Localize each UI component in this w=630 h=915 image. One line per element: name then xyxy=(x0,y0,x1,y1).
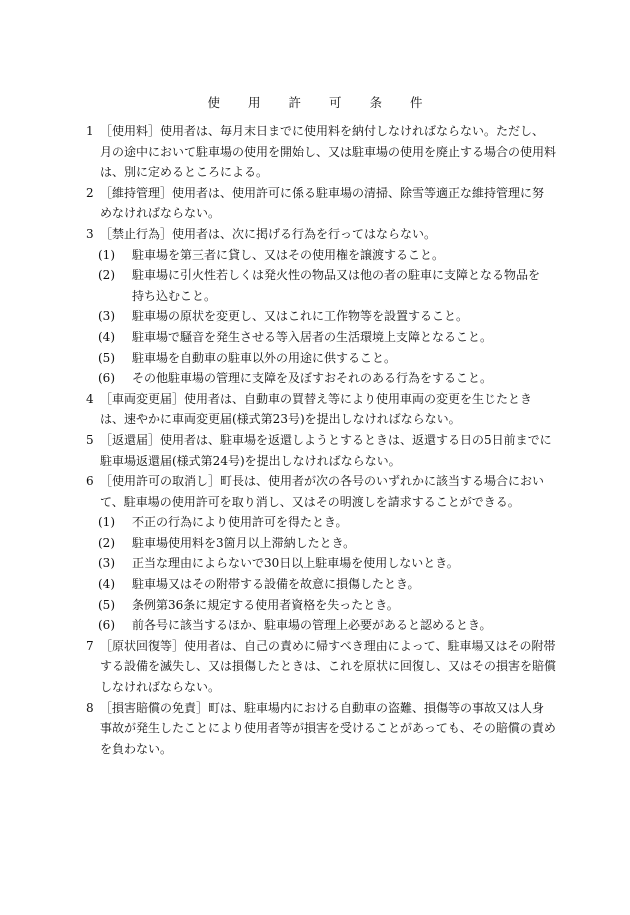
title-char: 条 xyxy=(369,95,383,110)
item-text: 正当な理由によらないで30日以上駐車場を使用しないとき。 xyxy=(132,556,459,571)
item-number: (4) xyxy=(98,329,115,344)
list-item xyxy=(86,512,556,533)
list-item xyxy=(86,348,556,369)
article-number: 8 xyxy=(86,700,94,715)
article-items xyxy=(86,512,556,636)
item-text: 駐車場又はその附帯する設備を故意に損傷したとき。 xyxy=(132,577,420,592)
title-char: 用 xyxy=(247,95,261,110)
list-item xyxy=(86,327,556,348)
article-number: 6 xyxy=(86,474,94,489)
item-number: (1) xyxy=(98,247,115,262)
title-char: 可 xyxy=(329,95,342,110)
article-items xyxy=(86,245,556,389)
article-text: 使用者は、使用許可に係る駐車場の清掃、除雪等適正な維持管理に努めなければならない。 xyxy=(100,185,545,221)
article xyxy=(86,224,556,245)
item-text: 条例第36条に規定する使用者資格を失ったとき。 xyxy=(132,597,399,612)
article-text: 使用者は、次に掲げる行為を行ってはならない。 xyxy=(172,226,437,241)
item-text: 駐車場使用料を3箇月以上滞納したとき。 xyxy=(132,535,356,550)
article-heading: ［車両変更届］ xyxy=(100,391,185,406)
item-number: (6) xyxy=(98,371,115,386)
item-text: 駐車場を自動車の駐車以外の用途に供すること。 xyxy=(132,350,397,365)
article xyxy=(86,430,556,471)
article-number: 3 xyxy=(86,226,94,241)
list-item xyxy=(86,306,556,327)
title-char: 件 xyxy=(410,95,423,110)
list-item xyxy=(86,615,556,636)
article-text: 町長は、使用者が次の各号のいずれかに該当する場合において、駐車場の使用許可を取り消し、又はその明渡しを請求することができる。 xyxy=(100,474,545,509)
item-number: (5) xyxy=(98,597,115,612)
item-text: 不正の行為により使用許可を得たとき。 xyxy=(132,515,348,530)
item-number: (1) xyxy=(98,515,115,530)
article-heading: ［原状回復等］ xyxy=(100,638,185,653)
item-text: 駐車場の原状を変更し、又はこれに工作物等を設置すること。 xyxy=(132,309,469,324)
article-heading: ［禁止行為］ xyxy=(100,226,173,241)
article-number: 5 xyxy=(86,432,94,447)
article-text: 使用者は、自動車の買替え等により使用車両の変更を生じたときは、速やかに車両変更届(様式第23号)を提出しなければならない。 xyxy=(100,391,533,427)
article-number: 4 xyxy=(86,391,94,406)
article xyxy=(86,183,556,224)
title-char: 許 xyxy=(288,95,301,110)
conditions-body xyxy=(86,121,556,759)
article xyxy=(86,389,556,430)
item-text: 駐車場を第三者に貸し、又はその使用権を譲渡すること。 xyxy=(132,247,445,262)
list-item xyxy=(86,595,556,616)
article xyxy=(86,121,556,183)
article-heading: ［損害賠償の免責］ xyxy=(100,700,209,715)
article-text: 町は、駐車場内における自動車の盗難、損傷等の事故又は人身事故が発生したことにより使用者等が損害を受けることがあっても、その賠償の責めを負わない。 xyxy=(100,700,556,756)
item-text: 前各号に該当するほか、駐車場の管理上必要があると認めるとき。 xyxy=(132,618,492,633)
item-number: (5) xyxy=(98,350,115,365)
item-text: 駐車場で騒音を発生させる等入居者の生活環境上支障となること。 xyxy=(132,329,493,344)
item-text: 駐車場に引火性若しくは発火性の物品又は他の者の駐車に支障となる物品を持ち込むこと。 xyxy=(132,268,541,303)
article-text: 使用者は、駐車場を返還しようとするときは、返還する日の5日前までに駐車場返還届(様式第24号)を提出しなければならない。 xyxy=(100,432,552,468)
article-heading: ［維持管理］ xyxy=(100,185,173,200)
article-heading: ［使用許可の取消し］ xyxy=(100,474,221,489)
article-heading: ［使用料］ xyxy=(100,124,161,138)
article-text: 使用者は、毎月末日までに使用料を納付しなければならない。ただし、月の途中において駐車場の使用を開始し、又は駐車場の使用を廃止する場合の使用料は、別に定めるところによる。 xyxy=(100,124,557,180)
page-title xyxy=(0,93,630,111)
item-number: (2) xyxy=(98,268,115,283)
article-number: 7 xyxy=(86,638,94,653)
title-char: 使 xyxy=(207,95,220,110)
list-item xyxy=(86,574,556,595)
article-heading: ［返還届］ xyxy=(100,432,161,447)
item-number: (4) xyxy=(98,577,115,592)
list-item xyxy=(86,553,556,574)
article xyxy=(86,636,556,698)
list-item xyxy=(86,245,556,266)
item-number: (3) xyxy=(98,556,115,571)
item-number: (2) xyxy=(98,535,115,550)
list-item xyxy=(86,533,556,554)
list-item xyxy=(86,265,556,306)
item-text: その他駐車場の管理に支障を及ぼすおそれのある行為をすること。 xyxy=(132,371,493,386)
item-number: (6) xyxy=(98,618,115,633)
item-number: (3) xyxy=(98,309,115,324)
article xyxy=(86,698,556,760)
list-item xyxy=(86,368,556,389)
article-text: 使用者は、自己の責めに帰すべき理由によって、駐車場又はその附帯する設備を滅失し、又は損傷したときは、これを原状に回復し、又はその損害を賠償しなければならない。 xyxy=(100,638,557,695)
article-number: 1 xyxy=(86,124,94,138)
article xyxy=(86,471,556,512)
article-number: 2 xyxy=(86,185,94,200)
